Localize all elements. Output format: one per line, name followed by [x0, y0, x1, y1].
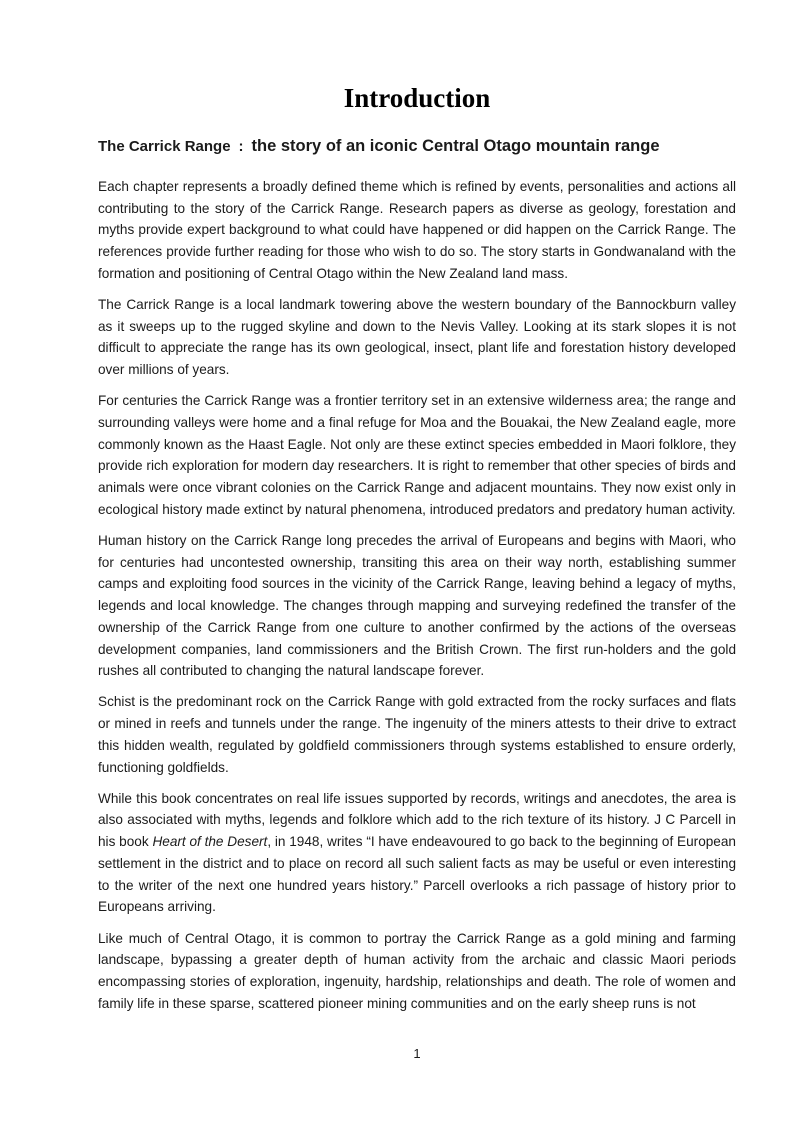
paragraph	[98, 928, 736, 1015]
paragraph-segment: The Carrick Range is a local landmark towering above the western boundary of the Bannockburn valley as it sweeps up to the rugged skyline and down to the Nevis Valley. Looking at its stark slopes it is not difficult to appreciate the range has its own geological, insect, plant life and forestation history developed over millions of years.	[98, 297, 736, 378]
paragraph-segment: For centuries the Carrick Range was a frontier territory set in an extensive wilderness area; the range and surrounding valleys were home and a final refuge for Moa and the Bouakai, the New Zealand eagle, more commonly known as the Haast Eagle. Not only are these extinct species embedded in Maori folklore, they provide rich exploration for modern day researchers. It is right to remember that other species of birds and animals were once vibrant colonies on the Carrick Range and adjacent mountains. They now exist only in ecological history made extinct by natural phenomena, introduced predators and predatory human activity.	[98, 393, 736, 517]
paragraph-segment: While this book concentrates on real life issues supported by records, writings and anecdotes, the area is also associated with myths, legends and folklore which add to the rich texture of its history. J C Parcell in his book	[98, 790, 736, 850]
paragraph	[98, 691, 736, 778]
paragraph-segment: , in 1948, writes “I have endeavoured to go back to the beginning of European settlement in the district and to place on record all such salient facts as may be useful or even interesting to the writer of the next one hundred years history.” Parcell overlooks a rich passage of history prior to Europeans arriving.	[98, 834, 736, 915]
paragraph-segment: Each chapter represents a broadly defined theme which is refined by events, personalities and actions all contributing to the story of the Carrick Range. Research papers as diverse as geology, forestation and myths provide expert background to what could have happened or did happen on the Carrick Range. The references provide further reading for those who wish to do so. The story starts in Gondwanaland with the formation and positioning of Central Otago within the New Zealand land mass.	[98, 179, 736, 281]
paragraph	[98, 294, 736, 381]
page-title: Introduction	[343, 83, 491, 113]
subtitle-primary: The Carrick Range	[98, 138, 231, 155]
paragraph	[98, 176, 736, 285]
page-footer	[98, 1046, 736, 1061]
subtitle-separator: :	[238, 138, 244, 155]
paragraph	[98, 390, 736, 520]
paragraph-segment: Schist is the predominant rock on the Carrick Range with gold extracted from the rocky surfaces and flats or mined in reefs and tunnels under the range. The ingenuity of the miners attests to their drive to extract this hidden wealth, regulated by goldfield commissioners through systems established to ensure orderly, functioning goldfields.	[98, 694, 736, 775]
paragraph	[98, 530, 736, 682]
body-paragraphs	[98, 176, 736, 1014]
page-number: 1	[413, 1046, 421, 1061]
paragraph	[98, 788, 736, 918]
paragraph-segment-italic: Heart of the Desert	[152, 834, 268, 850]
paragraph-segment: Like much of Central Otago, it is common to portray the Carrick Range as a gold mining and farming landscape, bypassing a greater depth of human activity from the archaic and classic Maori periods encompassing stories of exploration, ingenuity, hardship, relationships and death. The role of women and family life in these sparse, scattered pioneer mining communities and on the early sheep runs is not	[98, 930, 736, 1011]
paragraph-segment: Human history on the Carrick Range long precedes the arrival of Europeans and begins with Maori, who for centuries had uncontested ownership, transiting this area on their way north, establishing summer camps and exploiting food sources in the vicinity of the Carrick Range, leaving behind a legacy of myths, legends and local knowledge. The changes through mapping and surveying redefined the transfer of the ownership of the Carrick Range from one culture to another confirmed by the actions of the overseas development companies, land commissioners and the British Crown. The first run-holders and the gold rushes all contributed to changing the natural landscape forever.	[98, 533, 736, 679]
subtitle-secondary: the story of an iconic Central Otago mountain range	[251, 137, 660, 155]
section-subtitle	[98, 133, 736, 157]
